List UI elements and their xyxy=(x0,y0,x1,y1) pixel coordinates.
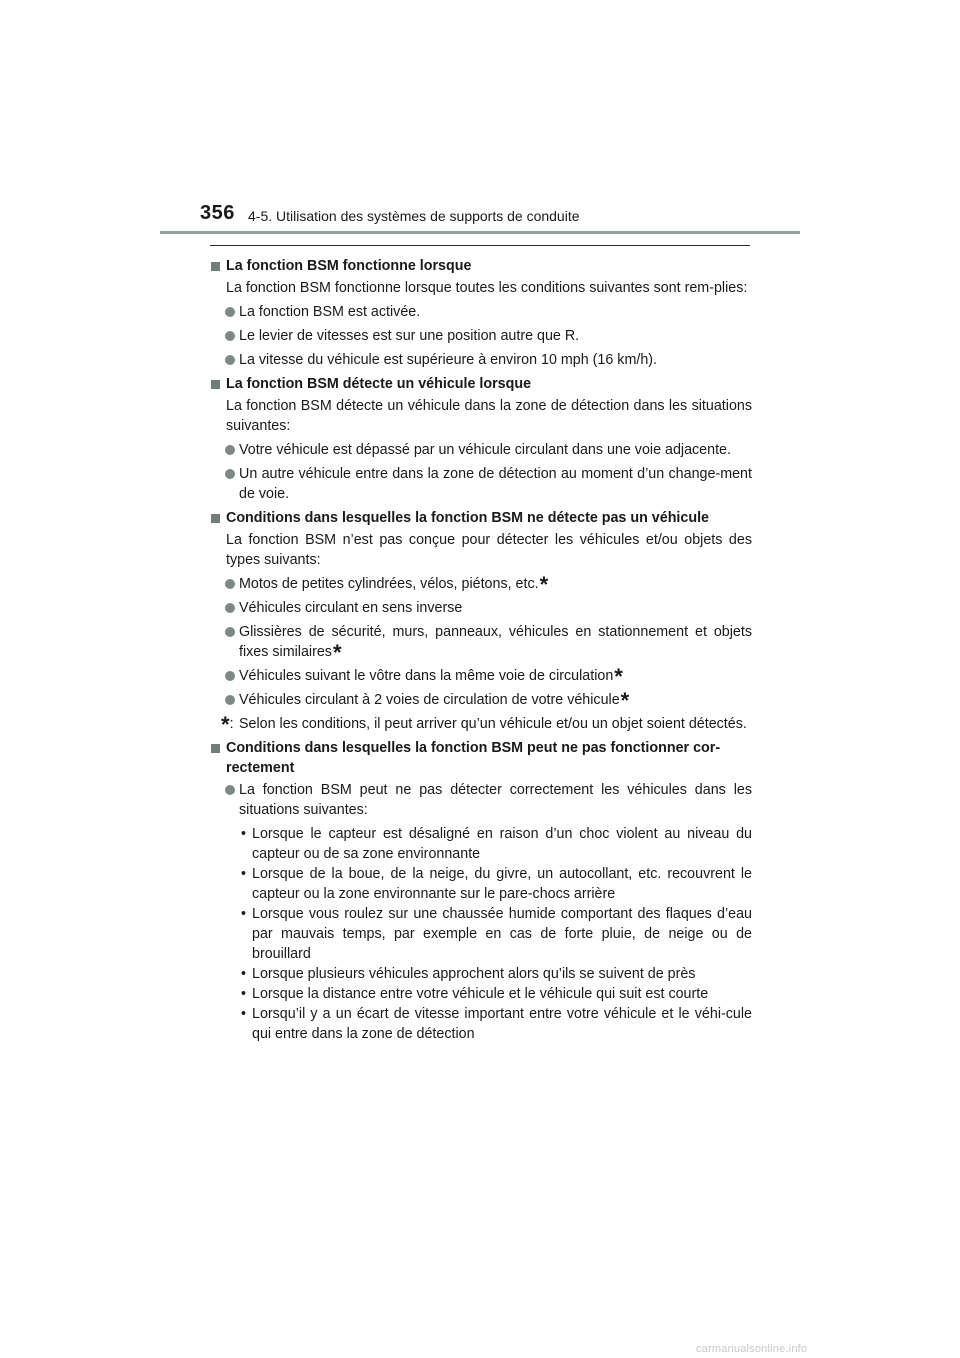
list-item xyxy=(210,780,752,820)
list-item-text: Un autre véhicule entre dans la zone de détection au moment d’un change-ment de voie. xyxy=(239,466,752,502)
list-item xyxy=(210,440,752,460)
footnote-text: Selon les conditions, il peut arriver qu’un véhicule et/ou un objet soient détectés. xyxy=(239,716,747,732)
list-item xyxy=(210,688,752,713)
list-item xyxy=(210,350,752,370)
sub-list-item xyxy=(210,864,752,904)
list-item-text: Véhicules circulant à 2 voies de circulation de votre véhicule xyxy=(239,692,620,708)
sub-list-item-text: Lorsqu’il y a un écart de vitesse important entre votre véhicule et le véhi-cule qui entre dans la zone de détection xyxy=(252,1006,752,1042)
sub-list-item xyxy=(210,824,752,864)
round-bullet-icon xyxy=(225,603,235,613)
list-item xyxy=(210,572,752,597)
list-item xyxy=(210,598,752,618)
list-item-text: La fonction BSM est activée. xyxy=(239,304,421,320)
list-item xyxy=(210,302,752,322)
list-item-text: Véhicules suivant le vôtre dans la même voie de circulation xyxy=(239,668,614,684)
round-bullet-icon xyxy=(225,785,235,795)
page-content xyxy=(210,256,752,1048)
round-bullet-icon xyxy=(225,627,235,637)
round-bullet-icon xyxy=(225,469,235,479)
list-item xyxy=(210,664,752,689)
heading-text: Conditions dans lesquelles la fonction BSM ne détecte pas un véhicule xyxy=(226,510,710,526)
sub-bullet-marker: • xyxy=(241,906,247,922)
footnote-marker xyxy=(221,712,234,737)
section-intro: La fonction BSM détecte un véhicule dans la zone de détection dans les situations suivantes: xyxy=(226,398,752,434)
footnote-asterisk: * xyxy=(620,688,630,713)
list-item-text: Votre véhicule est dépassé par un véhicule circulant dans une voie adjacente. xyxy=(239,442,731,458)
header-rule xyxy=(160,231,800,234)
sub-bullet-marker: • xyxy=(241,1006,247,1022)
section-intro: La fonction BSM fonctionne lorsque toutes les conditions suivantes sont rem-plies: xyxy=(226,280,748,296)
footnote-asterisk: * xyxy=(539,572,549,597)
square-bullet-icon xyxy=(211,744,220,753)
heading-text: Conditions dans lesquelles la fonction BSM peut ne pas fonctionner cor-rectement xyxy=(226,740,721,776)
round-bullet-icon xyxy=(225,445,235,455)
square-bullet-icon xyxy=(211,380,220,389)
sub-list-item xyxy=(210,904,752,964)
round-bullet-icon xyxy=(225,331,235,341)
watermark[interactable]: carmanualsonline.info xyxy=(696,1343,808,1355)
sub-list-item xyxy=(210,984,752,1004)
sub-list-item-text: Lorsque le capteur est désaligné en raison d’un choc violent au niveau du capteur ou de sa zone environnante xyxy=(252,826,752,862)
page-number: 356 xyxy=(200,202,235,224)
footnote xyxy=(210,712,752,737)
footnote-colon: : xyxy=(229,716,234,732)
list-item-text: Motos de petites cylindrées, vélos, piétons, etc. xyxy=(239,576,539,592)
section-heading xyxy=(210,738,752,778)
sub-list-item-text: Lorsque la distance entre votre véhicule et le véhicule qui suit est courte xyxy=(252,986,709,1002)
content-rule xyxy=(210,245,750,246)
list-item-text: La vitesse du véhicule est supérieure à environ 10 mph (16 km/h). xyxy=(239,352,658,368)
sub-list-item-text: Lorsque vous roulez sur une chaussée humide comportant des flaques d’eau par mauvais temps, par exemple en cas de forte pluie, de neige ou de brouillard xyxy=(252,906,752,962)
list-item-text: Glissières de sécurité, murs, panneaux, véhicules en stationnement et objets fixes similaires xyxy=(239,624,752,660)
sub-list-item xyxy=(210,964,752,984)
chapter-title: 4-5. Utilisation des systèmes de supports de conduite xyxy=(248,208,580,224)
list-item xyxy=(210,326,752,346)
list-item-text: La fonction BSM peut ne pas détecter correctement les véhicules dans les situations suivantes: xyxy=(239,782,752,818)
round-bullet-icon xyxy=(225,355,235,365)
sub-list-item xyxy=(210,1004,752,1044)
section-heading xyxy=(210,508,752,528)
footnote-asterisk: * xyxy=(614,664,623,689)
heading-text: La fonction BSM détecte un véhicule lorsque xyxy=(226,376,532,392)
list-item-text: Véhicules circulant en sens inverse xyxy=(239,600,463,616)
round-bullet-icon xyxy=(225,695,235,705)
sub-list-item-text: Lorsque de la boue, de la neige, du givre, un autocollant, etc. recouvrent le capteur ou la zone environnante sur le pare-chocs arrière xyxy=(252,866,752,902)
sub-bullet-marker: • xyxy=(241,826,247,842)
sub-bullet-marker: • xyxy=(241,986,247,1002)
round-bullet-icon xyxy=(225,579,235,589)
footnote-asterisk: * xyxy=(332,640,342,665)
section-heading xyxy=(210,374,752,394)
section-intro: La fonction BSM n’est pas conçue pour détecter les véhicules et/ou objets des types suivants: xyxy=(226,532,752,568)
round-bullet-icon xyxy=(225,671,235,681)
round-bullet-icon xyxy=(225,307,235,317)
sub-bullet-marker: • xyxy=(241,866,247,882)
square-bullet-icon xyxy=(211,262,220,271)
sub-list xyxy=(210,824,752,1044)
sub-bullet-marker: • xyxy=(241,966,247,982)
page-header xyxy=(0,0,960,240)
list-item xyxy=(210,464,752,504)
footnote-asterisk: * xyxy=(221,712,230,737)
sub-list-item-text: Lorsque plusieurs véhicules approchent alors qu’ils se suivent de près xyxy=(252,966,696,982)
list-item-text: Le levier de vitesses est sur une position autre que R. xyxy=(239,328,580,344)
heading-text: La fonction BSM fonctionne lorsque xyxy=(226,258,472,274)
section-heading xyxy=(210,256,752,276)
square-bullet-icon xyxy=(211,514,220,523)
list-item xyxy=(210,622,752,665)
